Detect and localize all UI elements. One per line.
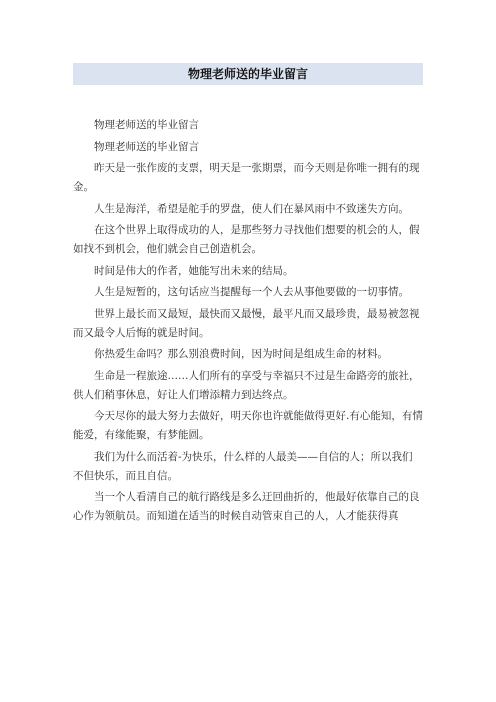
paragraph: 昨天是一张作废的支票，明天是一张期票，而今天则是你唯一拥有的现金。 bbox=[73, 162, 420, 193]
document-body bbox=[73, 116, 423, 529]
paragraph: 人生是短暂的，这句话应当提醒每一个人去从事他要做的一切事情。 bbox=[94, 286, 409, 298]
paragraph: 你热爱生命吗？那么别浪费时间，因为时间是组成生命的材料。 bbox=[94, 348, 388, 360]
paragraph: 生命是一程旅途……人们所有的享受与幸福只不过是生命路旁的旅社，供人们稍事休息，好让人们增添精力到达终点。 bbox=[73, 369, 420, 401]
paragraph: 物理老师送的毕业留言 bbox=[94, 119, 199, 131]
paragraph: 我们为什么而活着-为快乐，什么样的人最美——自信的人；所以我们不但快乐，而且自信。 bbox=[73, 450, 413, 482]
paragraph: 在这个世界上取得成功的人，是那些努力寻找他们想要的机会的人，假如找不到机会，他们就会自己创造机会。 bbox=[73, 224, 420, 255]
document-title: 物理老师送的毕业留言 bbox=[73, 63, 423, 85]
paragraph: 人生是海洋，希望是舵手的罗盘，使人们在暴风雨中不致迷失方向。 bbox=[94, 202, 409, 215]
paragraph: 世界上最长而又最短，最快而又最慢，最平凡而又最珍贵，最易被忽视而又最令人后悔的就是时间。 bbox=[73, 307, 420, 339]
paragraph: 今天尽你的最大努力去做好，明天你也许就能做得更好.有心能知，有情能爱，有缘能聚，有梦能圆。 bbox=[73, 410, 423, 441]
paragraph: 时间是伟大的作者，她能写出未来的结局。 bbox=[94, 264, 294, 277]
paragraph: 当一个人看清自己的航行路线是多么迂回曲折的，他最好依靠自己的良心作为领航员。而知道在适当的时候自动管束自己的人，人才能获得真 bbox=[73, 491, 420, 522]
paragraph: 物理老师送的毕业留言 bbox=[94, 140, 199, 153]
